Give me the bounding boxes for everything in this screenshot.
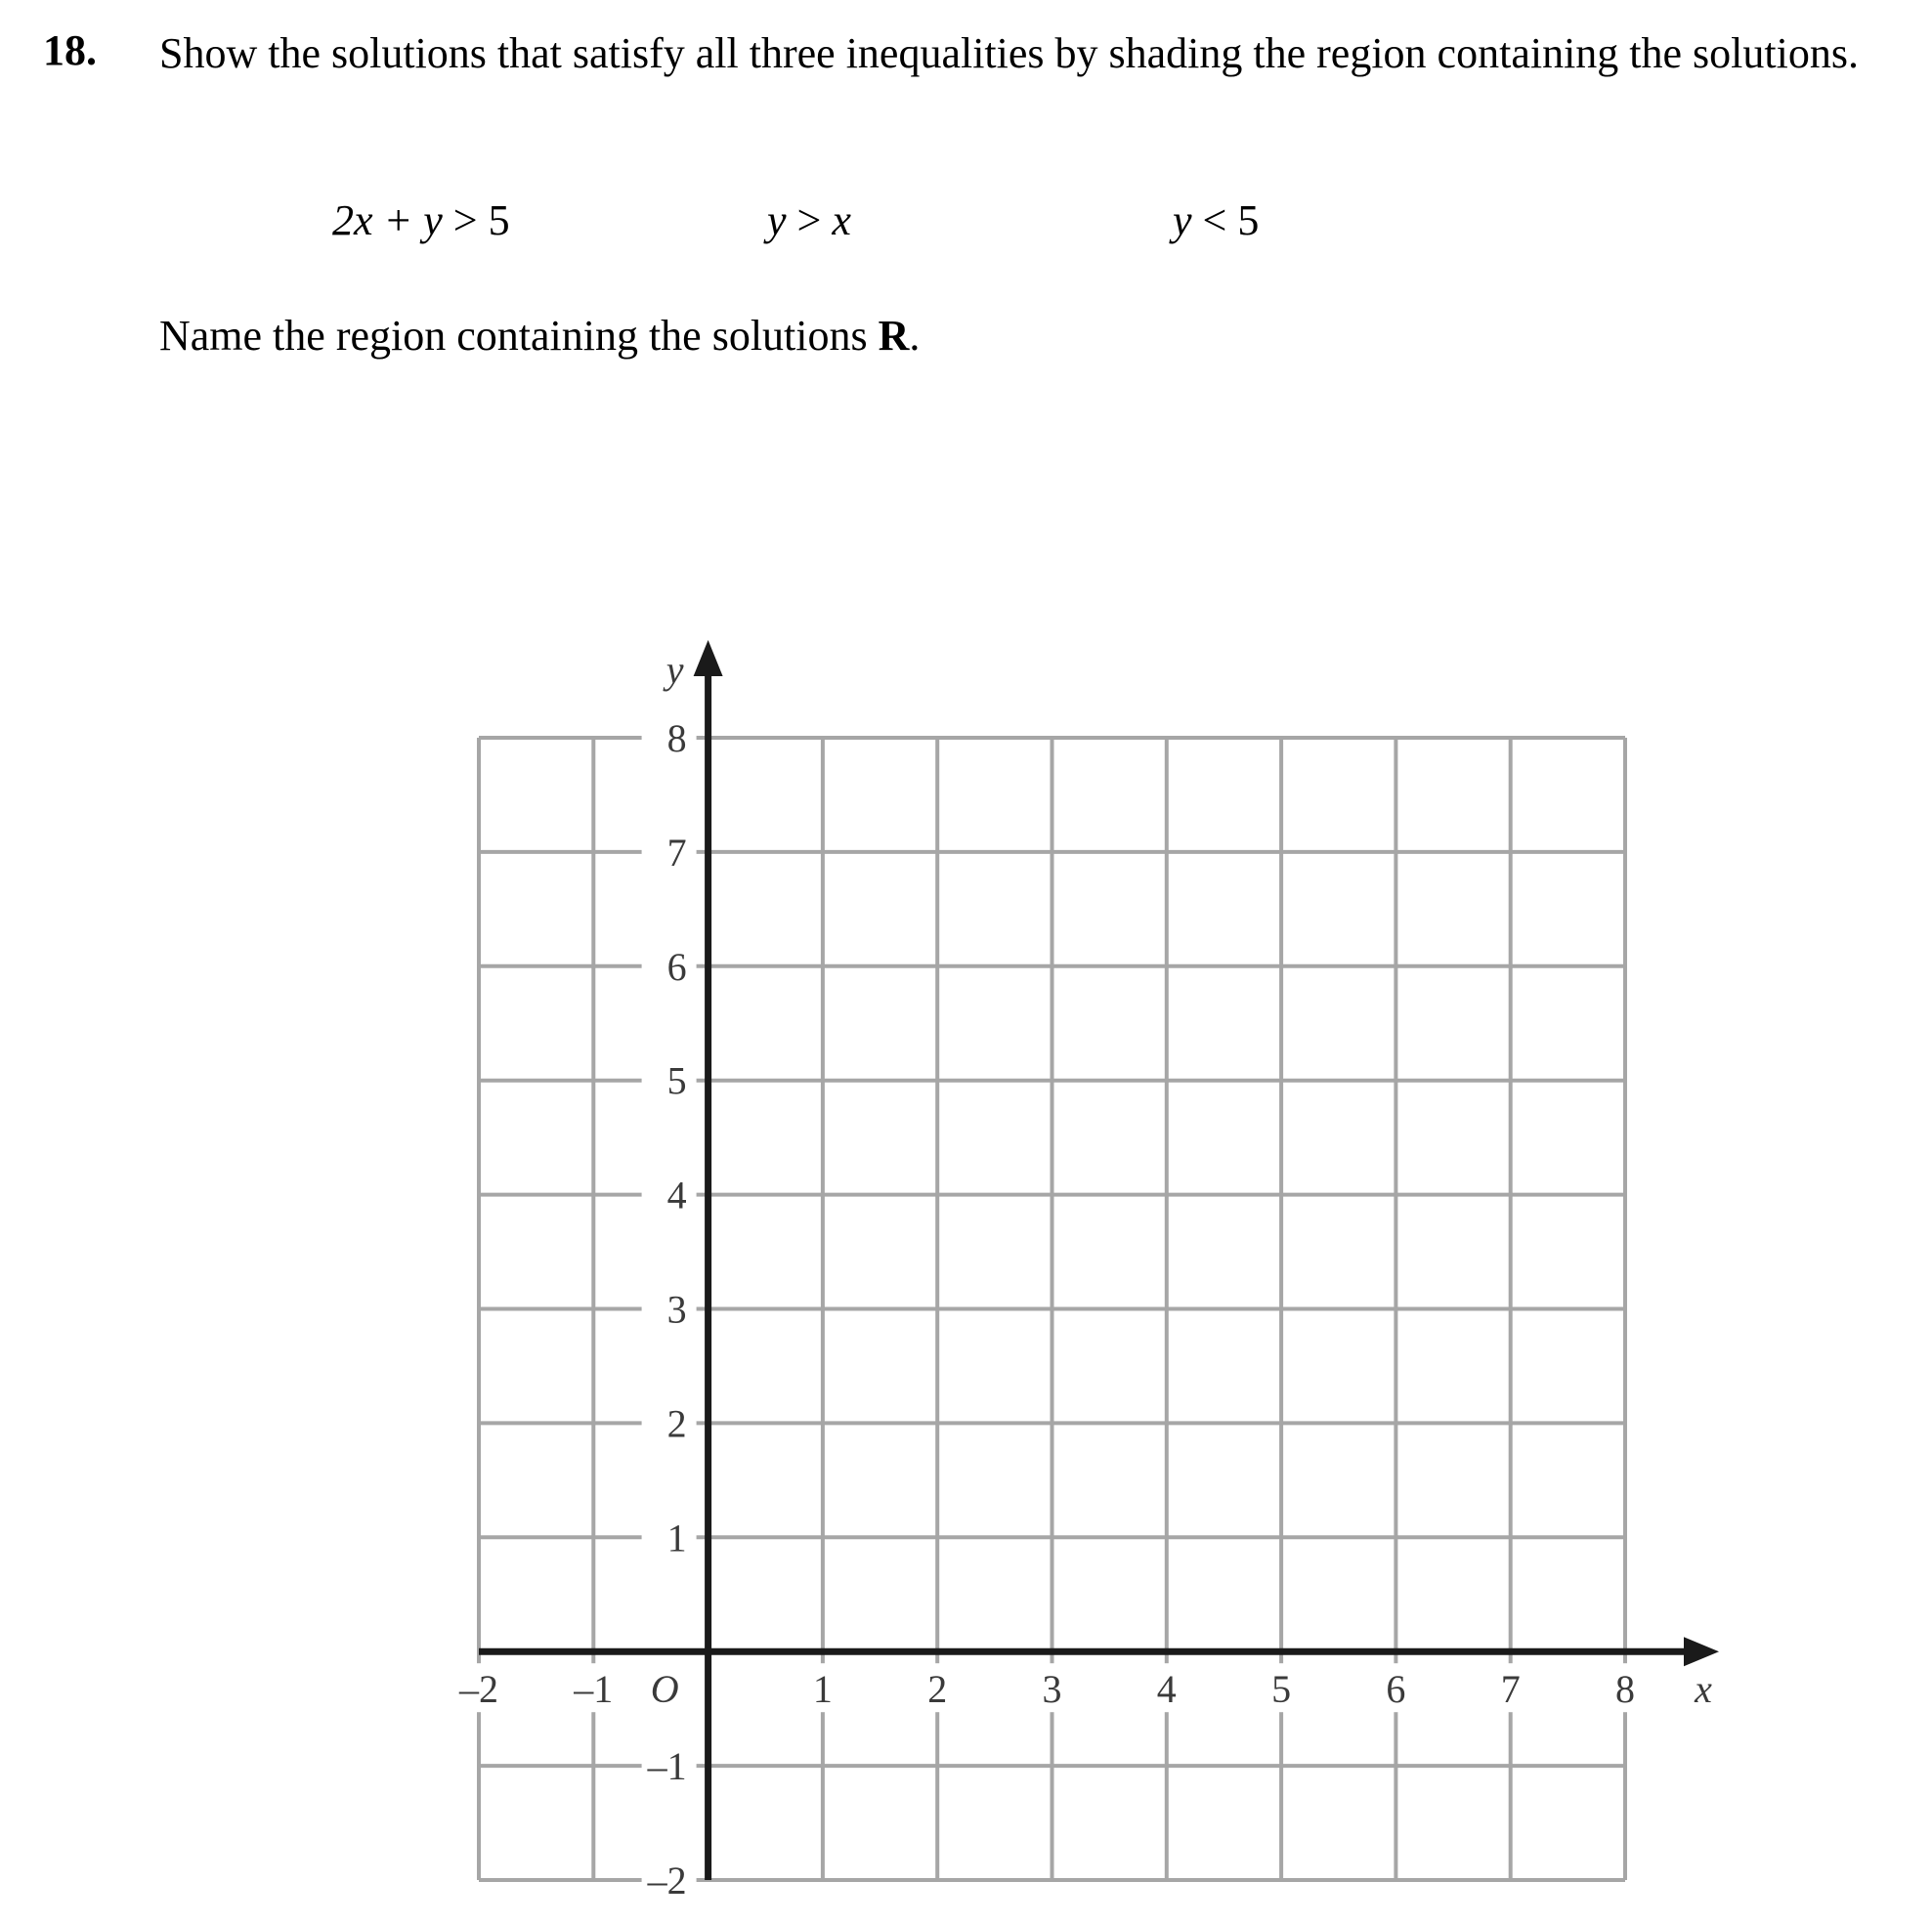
question-number: 18. xyxy=(43,26,97,74)
x-tick-label: 7 xyxy=(1500,1667,1521,1712)
y-tick-label: 7 xyxy=(666,830,687,875)
y-tick-label: –1 xyxy=(647,1744,687,1789)
inequality-2-rhs: x xyxy=(832,196,851,244)
instruction-end: . xyxy=(909,312,921,360)
y-axis-label: y xyxy=(665,648,684,692)
x-tick-label: 3 xyxy=(1042,1667,1062,1712)
y-tick-label: 2 xyxy=(666,1401,687,1446)
x-tick-label: 4 xyxy=(1156,1667,1177,1712)
x-tick-label: 5 xyxy=(1271,1667,1292,1712)
x-tick-label: 1 xyxy=(812,1667,833,1712)
instruction-text: Name the region containing the solutions xyxy=(159,312,879,360)
inequality-3-op: < xyxy=(1202,196,1227,244)
x-tick-label: 8 xyxy=(1615,1667,1635,1712)
inequality-2-lhs: y xyxy=(767,196,787,244)
y-tick-label: 5 xyxy=(666,1058,687,1103)
inequality-1-op: > xyxy=(452,196,478,244)
x-tick-label: –1 xyxy=(574,1667,614,1712)
region-letter: R xyxy=(878,312,910,360)
y-tick-label: –2 xyxy=(647,1859,687,1903)
inequality-1-lhs: 2x + y xyxy=(332,196,443,244)
y-tick-label: 3 xyxy=(666,1287,687,1332)
inequality-1-rhs: 5 xyxy=(488,196,510,244)
inequality-3-rhs: 5 xyxy=(1237,196,1260,244)
x-tick-label: 6 xyxy=(1386,1667,1406,1712)
x-axis-arrow-icon xyxy=(1684,1637,1719,1666)
inequality-3-lhs: y xyxy=(1173,196,1192,244)
y-tick-label: 6 xyxy=(666,944,687,989)
y-tick-label: 8 xyxy=(666,716,687,760)
origin-label: O xyxy=(650,1667,679,1712)
y-tick-label: 1 xyxy=(666,1516,687,1561)
inequality-2-op: > xyxy=(796,196,822,244)
y-tick-label: 4 xyxy=(666,1173,687,1218)
grid-lines xyxy=(455,716,1649,1902)
x-axis-label: x xyxy=(1695,1667,1712,1712)
x-tick-label: 2 xyxy=(927,1667,948,1712)
y-axis-arrow-icon xyxy=(694,640,723,676)
x-tick-label: –2 xyxy=(459,1667,498,1712)
question-text: Show the solutions that satisfy all three inequalities by shading the region containing the solutions. xyxy=(159,29,1859,77)
